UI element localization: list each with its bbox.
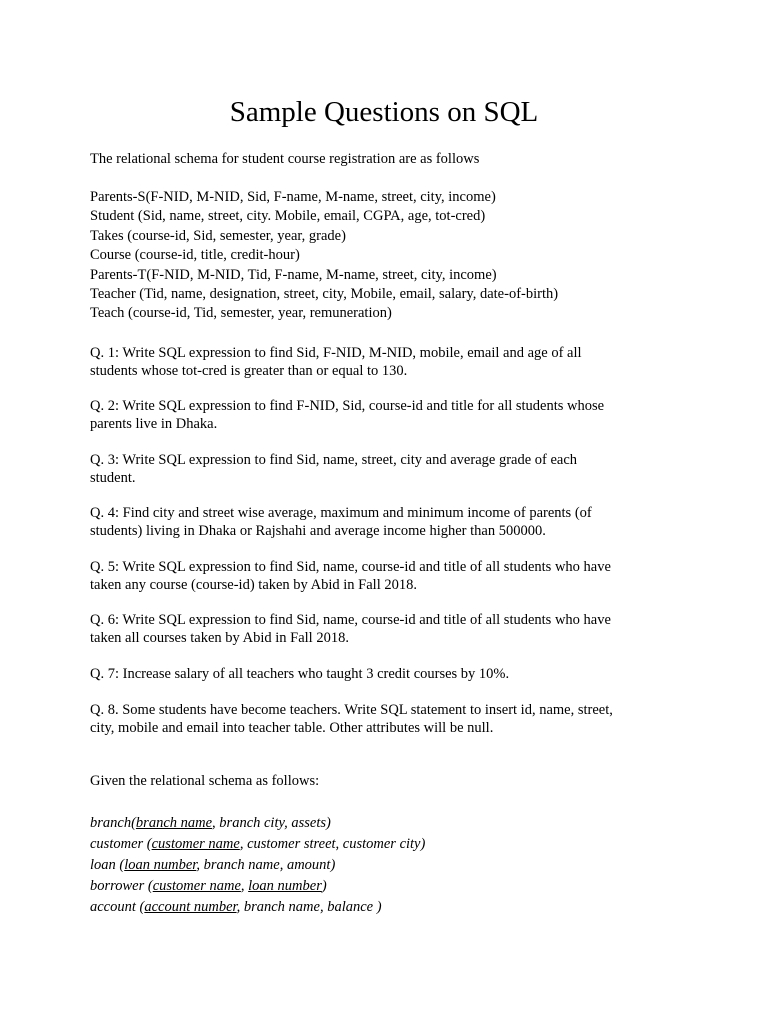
question-1-line-2: students whose tot-cred is greater than or equal to 130.: [90, 363, 408, 379]
student-schema-list: [90, 188, 650, 324]
page-title: Sample Questions on SQL: [229, 96, 539, 128]
question-5-line-2: taken any course (course-id) taken by Abid in Fall 2018.: [90, 577, 417, 593]
schema-takes: Takes (course-id, Sid, semester, year, grade): [90, 227, 346, 244]
schema-student: Student (Sid, name, street, city. Mobile, email, CGPA, age, tot-cred): [90, 208, 486, 225]
question-5: [90, 558, 650, 594]
schema-borrower-rest: ): [321, 878, 327, 894]
schema-borrower: [90, 876, 650, 897]
question-8-line-1: Q. 8. Some students have become teachers. Write SQL statement to insert id, name, street,: [90, 702, 613, 718]
schema-loan: [90, 855, 650, 876]
schema-account-key: account number: [144, 899, 237, 915]
question-5-line-1: Q. 5: Write SQL expression to find Sid, name, course-id and title of all students who have: [90, 559, 611, 575]
schema-course: Course (course-id, title, credit-hour): [90, 247, 300, 264]
schema-borrower-name: borrower (: [90, 878, 153, 894]
schema-parents-t: Parents-T(F-NID, M-NID, Tid, F-name, M-name, street, city, income): [90, 266, 497, 283]
schema-teach: Teach (course-id, Tid, semester, year, remuneration): [90, 305, 392, 322]
question-2-line-1: Q. 2: Write SQL expression to find F-NID, Sid, course-id and title for all students whose: [90, 398, 605, 414]
question-3-line-2: student.: [90, 470, 136, 486]
schema-teacher: Teacher (Tid, name, designation, street, city, Mobile, email, salary, date-of-birth): [90, 285, 559, 302]
schema-branch-rest: , branch city, assets): [212, 815, 331, 831]
question-6-line-2: taken all courses taken by Abid in Fall 2018.: [90, 630, 349, 646]
schema-loan-key: loan number: [124, 857, 197, 873]
schema-branch-name: branch(: [90, 815, 136, 831]
question-1: [90, 344, 650, 380]
intro-line: The relational schema for student course registration are as follows: [90, 151, 480, 167]
schema-borrower-sep: ,: [240, 878, 249, 894]
schema-account-name: account (: [90, 899, 145, 915]
schema-branch: [90, 813, 650, 834]
schema-loan-rest: , branch name, amount): [196, 857, 336, 873]
bank-schema-list: [90, 813, 650, 918]
question-4: [90, 504, 650, 540]
intro-text: [90, 150, 650, 169]
schema-customer: [90, 834, 650, 855]
given-heading: [90, 772, 650, 791]
question-2-line-2: parents live in Dhaka.: [90, 416, 218, 432]
question-3-line-1: Q. 3: Write SQL expression to find Sid, name, street, city and average grade of each: [90, 452, 578, 468]
question-7-line-1: Q. 7: Increase salary of all teachers who taught 3 credit courses by 10%.: [90, 666, 510, 682]
schema-customer-key: customer name: [151, 836, 240, 852]
schema-account-rest: , branch name, balance ): [236, 899, 382, 915]
schema-account: [90, 897, 650, 918]
schema-borrower-key2: loan number: [248, 878, 322, 894]
question-4-line-1: Q. 4: Find city and street wise average, maximum and minimum income of parents (of: [90, 505, 592, 521]
schema-parents-s: Parents-S(F-NID, M-NID, Sid, F-name, M-name, street, city, income): [90, 189, 496, 205]
schema-borrower-key: customer name: [152, 878, 241, 894]
question-1-line-1: Q. 1: Write SQL expression to find Sid, F-NID, M-NID, mobile, email and age of all: [90, 345, 582, 361]
schema-customer-rest: , customer street, customer city): [239, 836, 426, 852]
question-8: [90, 701, 650, 737]
question-7: [90, 665, 650, 683]
question-6: [90, 611, 650, 647]
question-8-line-2: city, mobile and email into teacher table. Other attributes will be null.: [90, 720, 494, 736]
question-3: [90, 451, 650, 487]
question-4-line-2: students) living in Dhaka or Rajshahi and average income higher than 500000.: [90, 523, 546, 539]
given-line: Given the relational schema as follows:: [90, 773, 320, 789]
schema-loan-name: loan (: [90, 857, 125, 873]
question-2: [90, 397, 650, 433]
schema-branch-key: branch name: [135, 815, 213, 831]
schema-customer-name: customer (: [90, 836, 152, 852]
question-6-line-1: Q. 6: Write SQL expression to find Sid, name, course-id and title of all students who have: [90, 612, 611, 628]
